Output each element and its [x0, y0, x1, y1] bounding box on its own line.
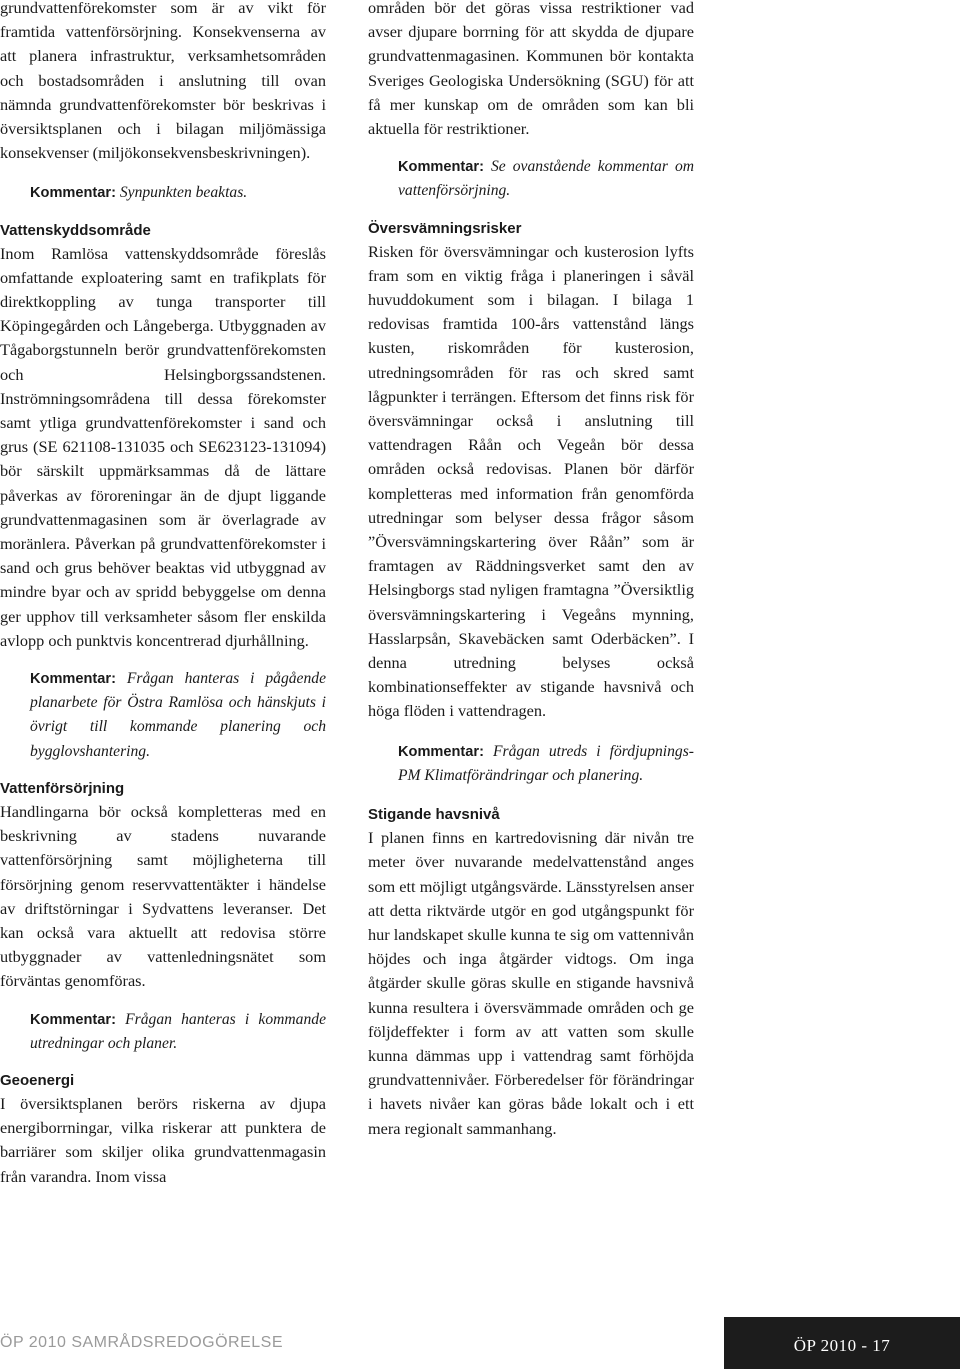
- heading-vattenforsorjning: Vattenförsörjning: [0, 779, 125, 797]
- comment-3: [0, 1008, 326, 1056]
- geoenergi-paragraph: I översiktsplanen berörs riskerna av djupa energiborrningar, vilka riskerar att punktera de barriärer som skiljer olika grundvattenmagasin från varandra. Inom vissa: [0, 1093, 326, 1186]
- comment-text: Se ovanstående kommentar om vattenförsörjning.: [398, 158, 694, 200]
- comment-label: Kommentar:: [30, 1011, 116, 1028]
- comment-label: Kommentar:: [398, 743, 484, 760]
- havsniva-paragraph: I planen finns en kartredovisning där nivån tre meter över nuvarande medelvattenstånd anges som ett möjligt utgångsvärde. Länsstyrelsen anser att detta riktvärde utgör en god utgångspunkt för hur landskapet skulle kunna te sig om vattennivån höjdes och inga åtgärder vidtogs. Om inga åtgärder skulle göras skulle en stigande havsnivå kunna resultera i översvämmade områden och ge följdeffekter i form av att vatten som skulle kunna dämmas upp i vattendrag samt förhöjda grundvattennivåer. Förberedelser för förändringar i havets nivåer kan göras både lokalt och i ett mera regionalt sammanhang.: [368, 828, 695, 1138]
- comment-label: Kommentar:: [30, 671, 116, 688]
- right-column: [368, 0, 694, 1141]
- comment-text: Frågan hanteras i kommande utredningar och planer.: [30, 1010, 326, 1052]
- vattenforsorjning-paragraph: Handlingarna bör också kompletteras med en beskrivning av stadens nuvarande vattenförsörjning samt möjligheterna till försörjning genom reservvattentäkter i händelse av driftstörningar i Sydvattens leveranser. Det kan också vara aktuellt att redovisa större utbyggnader av vattenledningsnätet som förväntas genomföras.: [0, 801, 326, 991]
- continuation-paragraph: områden bör det göras vissa restriktioner vad avser djupare borrning för att skydda de djupare grundvattenmagasinen. Kommunen bör kontakta Sveriges Geologiska Undersökning (SGU) för att få mer kunskap om de områden som kan bli aktuella för restriktioner.: [368, 0, 694, 139]
- comment-text: Frågan hanteras i pågående planarbete för Östra Ramlösa och hänskjuts i övrigt till kommande planering och bygglovshantering.: [30, 670, 326, 760]
- intro-paragraph: grundvattenförekomster som är av vikt för framtida vattenförsörjning. Konsekvenserna av att planera infrastruktur, verksamhetsområden och bostadsområden i anslutning till ovan nämnda grundvattenförekomster bör beskrivas i översiktsplanen och i bilagan miljömässiga konsekvenser (miljökonsekvensbeskrivningen).: [0, 0, 326, 163]
- heading-vattenskyddsomrade: Vattenskyddsområde: [0, 221, 151, 239]
- oversvamning-paragraph: Risken för översvämningar och kusterosion lyfts fram som en viktig fråga i planeringen i såväl huvuddokument som i bilagan. I bilaga 1 redovisas framtida 100-års vattenstånd längs kusten, riskområden för kusterosion, utredningsområden för ras och skred samt lågpunkter i terrängen. Eftersom det finns risk för översvämningar också i anslutning till vattendragen Råån och Vegeån bör dessa områden också redovisas. Planen bör därför kompletteras med information från genomförda utredningar som belyser dessa frågor såsom ”Översvämningskartering över Råån” som är framtagen av Räddningsverket samt den av Helsingborgs stad nyligen framtagna ”Översiktlig översvämningskartering i Vegeåns mynning, Hasslarpsån, Skavebäcken samt Oderbäcken”. I denna utredning belyses också kombinationseffekter av stigande havsnivå och höga flöden i vattendragen.: [368, 241, 694, 721]
- comment-5: [368, 740, 694, 788]
- vattenskydd-paragraph: Inom Ramlösa vattenskyddsområde föreslås omfattande exploatering samt en trafikplats för direktkoppling av tunga transporter till Köpingegården och Långeberga. Utbyggnaden av Tågaborgstunneln berör grundvattenförekomsten och Helsingborgssandstenen. Inströmningsområdena till dessa förekomster samt ytliga grundvattenförekomster i sand och grus (SE 621108-131035 och SE623123-131094) bör särskilt uppmärksammas då de lättare påverkas av föroreningar än de djupt liggande grundvattenmagasinen som är överlagrade av moränlera. Påverkan på grundvattenförekomster i sand och grus behöver beaktas vid utbyggnad av mindre byar och av spridd bebyggelse om denna ger upphov till verksamheter såsom fler enskilda avlopp och punktvis koncentrerad djurhållning.: [0, 243, 326, 650]
- footer-document-title: ÖP 2010 SAMRÅDSREDOGÖRELSE: [0, 1334, 284, 1351]
- heading-stigande-havsniva: Stigande havsnivå: [368, 806, 500, 824]
- comment-2: [0, 667, 326, 764]
- heading-geoenergi: Geoenergi: [0, 1071, 75, 1089]
- heading-oversvamningsrisker: Översvämningsrisker: [368, 219, 522, 237]
- comment-text: Synpunkten beaktas.: [119, 184, 248, 202]
- comment-text: Frågan utreds i fördjupnings-PM Klimatförändringar och planering.: [398, 742, 694, 784]
- comment-1: [0, 181, 326, 205]
- comment-label: Kommentar:: [398, 159, 484, 176]
- left-column: [0, 0, 326, 1189]
- comment-label: Kommentar:: [30, 185, 116, 202]
- comment-4: [368, 155, 694, 203]
- footer-page-number: ÖP 2010 - 17: [724, 1317, 960, 1369]
